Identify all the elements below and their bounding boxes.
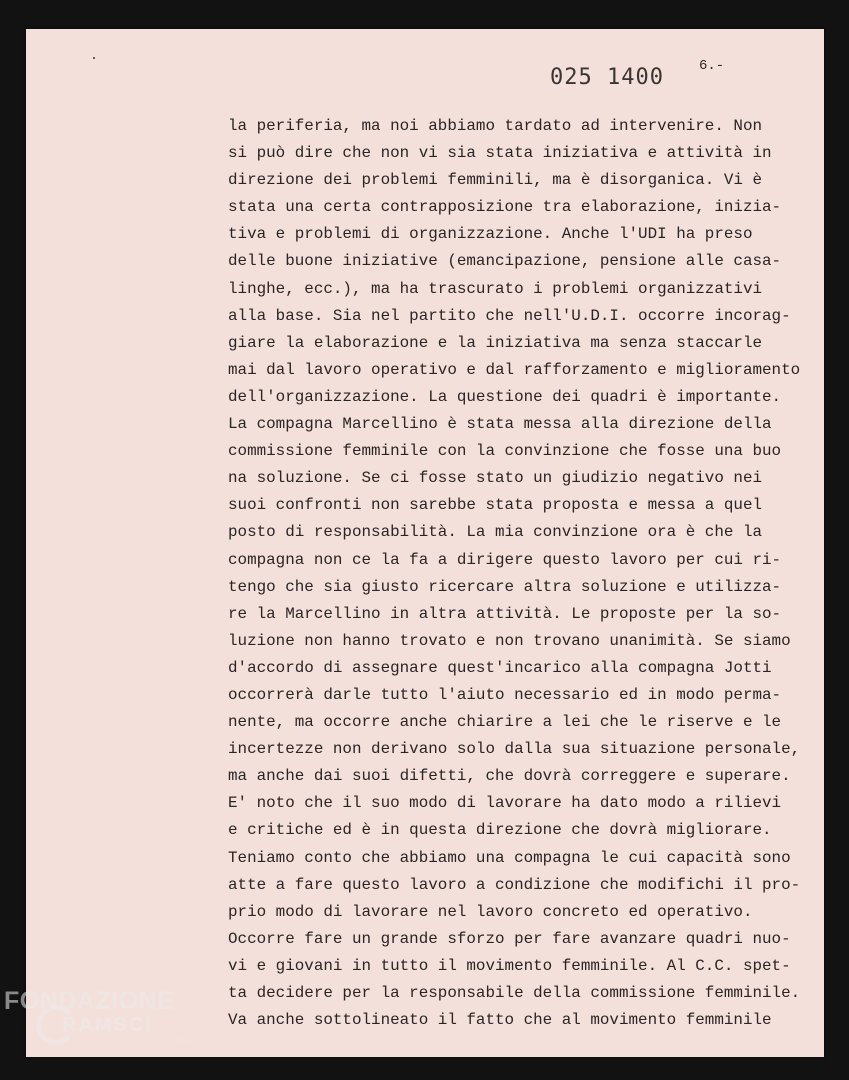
ink-speck	[93, 57, 95, 59]
watermark-sub: Onlus	[172, 1036, 193, 1045]
text-line: d'accordo di assegnare quest'incarico alla compagna Jotti	[228, 658, 772, 677]
text-line: Occorre fare un grande sforzo per fare avanzare quadri nuo-	[228, 929, 791, 948]
text-line: vi e giovani in tutto il movimento femminile. Al C.C. spet-	[228, 956, 791, 975]
text-line: prio modo di lavorare nel lavoro concreto ed operativo.	[228, 902, 753, 921]
text-line: na soluzione. Se ci fosse stato un giudizio negativo nei	[228, 469, 763, 488]
text-line: atte a fare questo lavoro a condizione che modifichi il pro-	[228, 875, 801, 894]
text-line: dell'organizzazione. La questione dei quadri è importante.	[228, 387, 782, 406]
body-text	[228, 113, 818, 1034]
text-line: compagna non ce la fa a dirigere questo lavoro per cui ri-	[228, 550, 782, 569]
text-line: tengo che sia giusto ricercare altra soluzione e utilizza-	[228, 577, 782, 596]
text-line: alla base. Sia nel partito che nell'U.D.I. occorre incorag-	[228, 306, 791, 325]
text-line: giare la elaborazione e la iniziativa ma senza staccarle	[228, 333, 763, 352]
text-line: luzione non hanno trovato e non trovano unanimità. Se siamo	[228, 631, 791, 650]
watermark-line1: FONDAZIONE	[4, 987, 175, 1015]
text-line: incertezze non derivano solo dalla sua situazione personale,	[228, 740, 801, 759]
document-page	[26, 29, 824, 1057]
text-line: linghe, ecc.), ma ha trascurato i problemi organizzativi	[228, 279, 763, 298]
text-line: E' noto che il suo modo di lavorare ha dato modo a rilievi	[228, 794, 782, 813]
watermark-line2-text: RAMSCI	[62, 1014, 153, 1036]
text-line: nente, ma occorre anche chiarire a lei che le riserve e le	[228, 713, 782, 732]
text-line: direzione dei problemi femminili, ma è disorganica. Vi è	[228, 171, 763, 190]
page-number: 6.-	[699, 58, 725, 74]
archive-number: 025 1400	[550, 65, 664, 90]
text-line: Teniamo conto che abbiamo una compagna le cui capacità sono	[228, 848, 791, 867]
text-line: si può dire che non vi sia stata iniziativa e attività in	[228, 144, 772, 163]
text-line: Va anche sottolineato il fatto che al movimento femminile	[228, 1011, 772, 1030]
text-line: mai dal lavoro operativo e dal rafforzamento e miglioramento	[228, 360, 801, 379]
text-line: re la Marcellino in altra attività. Le proposte per la so-	[228, 604, 782, 623]
text-line: tiva e problemi di organizzazione. Anche l'UDI ha preso	[228, 225, 753, 244]
text-line: e critiche ed è in questa direzione che dovrà migliorare.	[228, 821, 772, 840]
text-line: La compagna Marcellino è stata messa alla direzione della	[228, 415, 772, 434]
text-line: posto di responsabilità. La mia convinzione ora è che la	[228, 523, 763, 542]
text-line: ta decidere per la responsabile della commissione femminile.	[228, 984, 801, 1002]
text-line: suoi confronti non sarebbe stata proposta e messa a quel	[228, 496, 763, 515]
text-line: delle buone iniziative (emancipazione, pensione alle casa-	[228, 252, 782, 271]
text-line: stata una certa contrapposizione tra elaborazione, inizia-	[228, 198, 782, 217]
text-line: commissione femminile con la convinzione che fosse una buo	[228, 442, 782, 461]
text-line: ma anche dai suoi difetti, che dovrà correggere e superare.	[228, 767, 791, 786]
text-line: la periferia, ma noi abbiamo tardato ad intervenire. Non	[228, 117, 763, 135]
text-line: occorrerà darle tutto l'aiuto necessario ed in modo perma-	[228, 685, 782, 704]
